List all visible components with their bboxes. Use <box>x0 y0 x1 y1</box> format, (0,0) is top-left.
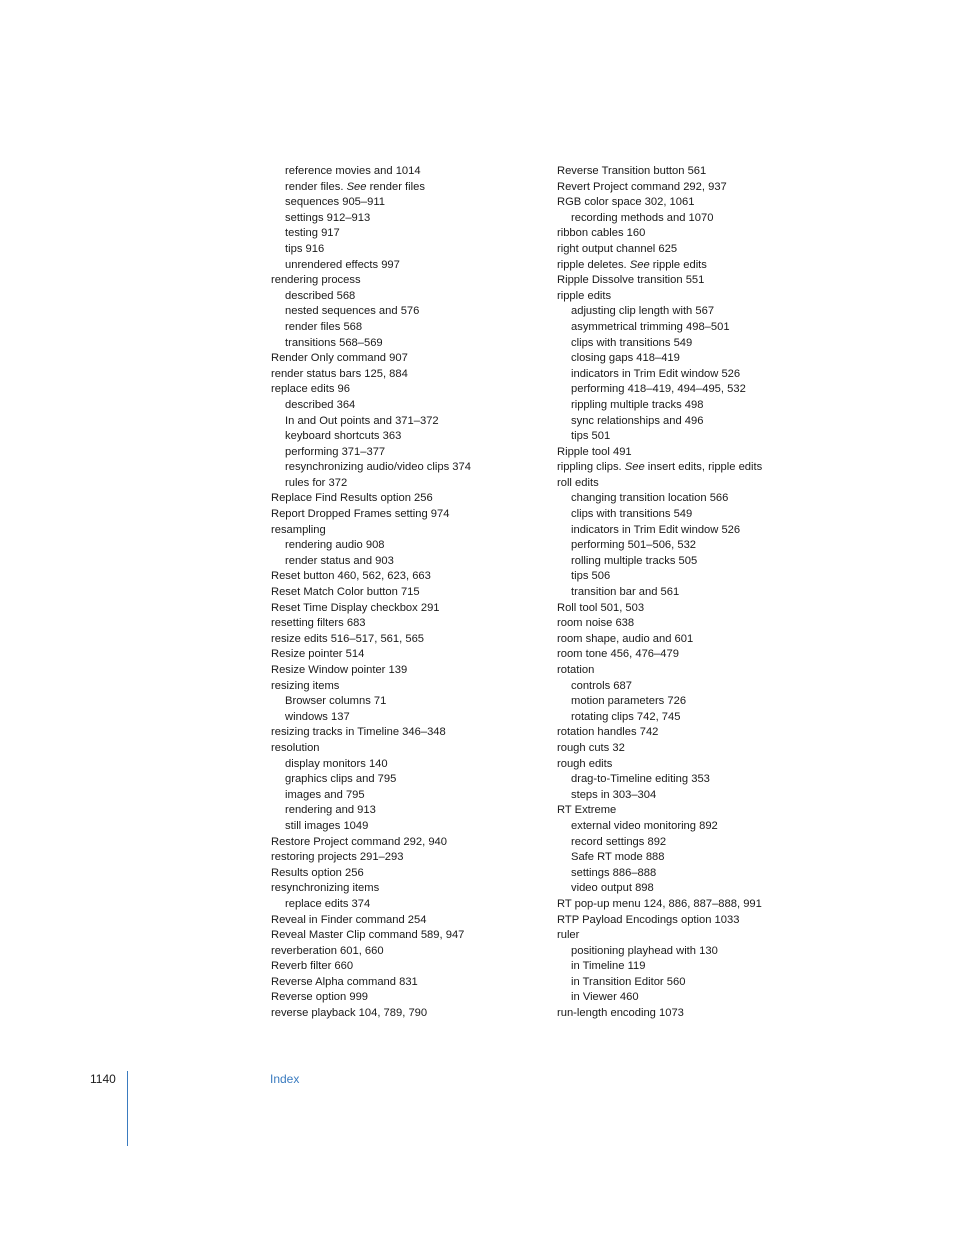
index-entry: resampling <box>271 523 326 536</box>
index-entry: roll edits <box>557 476 599 489</box>
index-subentry <box>271 180 541 196</box>
index-subentry: rules for 372 <box>285 476 348 489</box>
index-subentry: in Timeline 119 <box>571 960 646 973</box>
index-subentry: settings 912–913 <box>285 211 371 224</box>
index-subentry: settings 886–888 <box>571 866 657 879</box>
index-entry: resolution <box>271 741 320 754</box>
index-subentry: in Transition Editor 560 <box>571 975 686 988</box>
page-number: 1140 <box>90 1072 116 1086</box>
index-entry: run-length encoding 1073 <box>557 1007 684 1020</box>
index-subentry: rippling multiple tracks 498 <box>571 398 704 411</box>
index-subentry: performing 418–419, 494–495, 532 <box>571 383 746 396</box>
index-entry: restoring projects 291–293 <box>271 851 404 864</box>
index-subentry: asymmetrical trimming 498–501 <box>571 320 730 333</box>
index-entry: RTP Payload Encodings option 1033 <box>557 913 740 926</box>
index-entry: ribbon cables 160 <box>557 227 646 240</box>
index-entry: RGB color space 302, 1061 <box>557 196 695 209</box>
index-subentry: tips 916 <box>285 242 325 255</box>
index-subentry: positioning playhead with 130 <box>571 944 718 957</box>
footer-section-label: Index <box>270 1072 300 1086</box>
footer-divider <box>127 1071 128 1146</box>
index-subentry: described 364 <box>285 398 356 411</box>
index-entry: Render Only command 907 <box>271 352 408 365</box>
index-subentry: controls 687 <box>571 679 632 692</box>
index-entry: Results option 256 <box>271 866 364 879</box>
index-subentry: rolling multiple tracks 505 <box>571 554 698 567</box>
index-entry <box>557 258 857 274</box>
see-target: render files <box>366 180 425 193</box>
index-column-left <box>271 164 541 1022</box>
index-subentry: windows 137 <box>285 710 350 723</box>
index-subentry: external video monitoring 892 <box>571 819 718 832</box>
index-entry: resynchronizing items <box>271 882 380 895</box>
index-subentry: adjusting clip length with 567 <box>571 305 715 318</box>
index-entry: Ripple Dissolve transition 551 <box>557 274 705 287</box>
index-subentry: resynchronizing audio/video clips 374 <box>285 461 471 474</box>
index-entry: resizing tracks in Timeline 346–348 <box>271 726 446 739</box>
index-entry: Ripple tool 491 <box>557 445 632 458</box>
index-entry: room shape, audio and 601 <box>557 632 694 645</box>
index-entry: ruler <box>557 929 580 942</box>
see-reference: See <box>629 258 650 271</box>
index-subentry: graphics clips and 795 <box>285 773 397 786</box>
index-subentry: transitions 568–569 <box>285 336 383 349</box>
index-entry: Revert Project command 292, 937 <box>557 180 727 193</box>
index-subentry: motion parameters 726 <box>571 695 687 708</box>
index-subentry: Safe RT mode 888 <box>571 851 665 864</box>
index-entry: Roll tool 501, 503 <box>557 601 645 614</box>
index-entry: resetting filters 683 <box>271 617 366 630</box>
index-subentry: still images 1049 <box>285 819 369 832</box>
index-subentry: keyboard shortcuts 363 <box>285 430 402 443</box>
entry-term: ripple deletes. <box>557 258 630 271</box>
index-subentry: unrendered effects 997 <box>285 258 400 271</box>
index-subentry: changing transition location 566 <box>571 492 729 505</box>
index-entry: room tone 456, 476–479 <box>557 648 679 661</box>
index-entry: RT Extreme <box>557 804 617 817</box>
index-subentry: rotating clips 742, 745 <box>571 710 681 723</box>
index-subentry: sync relationships and 496 <box>571 414 704 427</box>
index-entry: rotation <box>557 664 595 676</box>
index-entry: room noise 638 <box>557 617 635 630</box>
index-subentry: drag-to-Timeline editing 353 <box>571 773 710 786</box>
index-entry: Reveal in Finder command 254 <box>271 913 427 926</box>
index-subentry: sequences 905–911 <box>285 196 385 209</box>
index-entry: Reset Match Color button 715 <box>271 586 420 599</box>
index-subentry: tips 506 <box>571 570 611 583</box>
index-subentry: tips 501 <box>571 430 611 443</box>
index-subentry: rendering and 913 <box>285 804 376 817</box>
index-subentry: indicators in Trim Edit window 526 <box>571 523 741 536</box>
index-entry: rendering process <box>271 274 361 287</box>
index-entry: reverberation 601, 660 <box>271 944 384 957</box>
index-entry: Reset Time Display checkbox 291 <box>271 601 440 614</box>
index-entry: Restore Project command 292, 940 <box>271 835 447 848</box>
index-subentry: Browser columns 71 <box>285 695 387 708</box>
index-entry: rough edits <box>557 757 613 770</box>
see-reference: See <box>624 461 645 474</box>
index-subentry: transition bar and 561 <box>571 586 680 599</box>
index-subentry: reference movies and 1014 <box>285 165 421 177</box>
index-subentry: display monitors 140 <box>285 757 388 770</box>
index-subentry: performing 371–377 <box>285 445 386 458</box>
index-entry: render status bars 125, 884 <box>271 367 408 380</box>
index-subentry: nested sequences and 576 <box>285 305 420 318</box>
index-entry: Reset button 460, 562, 623, 663 <box>271 570 431 583</box>
index-subentry: indicators in Trim Edit window 526 <box>571 367 741 380</box>
index-entry: resize edits 516–517, 561, 565 <box>271 632 425 645</box>
index-entry: right output channel 625 <box>557 242 678 255</box>
index-entry: Reveal Master Clip command 589, 947 <box>271 929 465 942</box>
index-entry <box>557 460 857 476</box>
index-entry: Resize Window pointer 139 <box>271 664 408 676</box>
index-subentry: images and 795 <box>285 788 365 801</box>
index-subentry: described 568 <box>285 289 356 302</box>
see-target: ripple edits <box>649 258 707 271</box>
index-entry: reverse playback 104, 789, 790 <box>271 1007 428 1020</box>
index-subentry: closing gaps 418–419 <box>571 352 680 365</box>
index-subentry: In and Out points and 371–372 <box>285 414 439 427</box>
index-entry: RT pop-up menu 124, 886, 887–888, 991 <box>557 897 762 910</box>
index-column-right <box>557 164 857 1022</box>
entry-term: render files. <box>285 180 347 193</box>
index-subentry: render files 568 <box>285 320 363 333</box>
see-target: insert edits, ripple edits <box>644 461 763 474</box>
index-entry: ripple edits <box>557 289 612 302</box>
index-subentry: steps in 303–304 <box>571 788 657 801</box>
index-entry: Reverse option 999 <box>271 991 369 1004</box>
index-entry: Reverb filter 660 <box>271 960 354 973</box>
index-subentry: clips with transitions 549 <box>571 508 693 521</box>
index-entry: replace edits 96 <box>271 383 350 396</box>
index-entry: Resize pointer 514 <box>271 648 365 661</box>
index-subentry: render status and 903 <box>285 554 394 567</box>
see-reference: See <box>346 180 367 193</box>
entry-term: rippling clips. <box>557 461 625 474</box>
index-subentry: clips with transitions 549 <box>571 336 693 349</box>
index-entry: Report Dropped Frames setting 974 <box>271 508 450 521</box>
index-subentry: testing 917 <box>285 227 340 240</box>
index-entry: Reverse Transition button 561 <box>557 165 707 177</box>
index-entry: Replace Find Results option 256 <box>271 492 433 505</box>
index-entry: rotation handles 742 <box>557 726 659 739</box>
index-subentry: replace edits 374 <box>285 897 371 910</box>
index-entry: rough cuts 32 <box>557 741 625 754</box>
index-subentry: performing 501–506, 532 <box>571 539 697 552</box>
index-entry: Reverse Alpha command 831 <box>271 975 418 988</box>
index-subentry: record settings 892 <box>571 835 667 848</box>
index-subentry: rendering audio 908 <box>285 539 385 552</box>
index-entry: resizing items <box>271 679 340 692</box>
index-subentry: recording methods and 1070 <box>571 211 714 224</box>
index-subentry: in Viewer 460 <box>571 991 639 1004</box>
index-subentry: video output 898 <box>571 882 654 895</box>
